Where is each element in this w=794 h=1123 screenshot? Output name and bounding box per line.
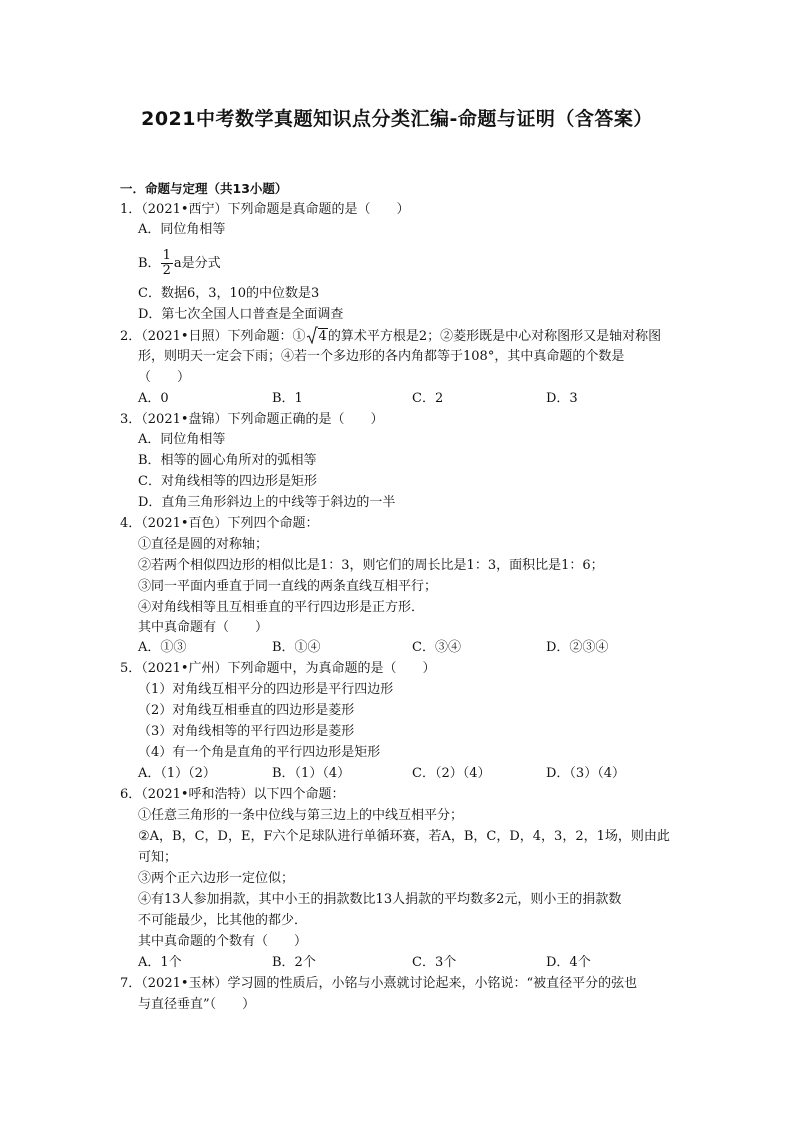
question-1-option-d: D．第七次全国人口普查是全面调查 xyxy=(138,307,344,322)
question-5-options xyxy=(138,764,678,784)
question-5-statement-3: （3）对角线相等的平行四边形是菱形 xyxy=(138,724,355,739)
section-heading: 一．命题与定理（共13小题） xyxy=(120,181,288,196)
question-4-statement-3: ③同一平面内垂直于同一直线的两条直线互相平行； xyxy=(138,579,438,594)
question-2-stem xyxy=(120,326,661,347)
question-3-option-a: A．同位角相等 xyxy=(138,432,226,447)
question-2-line-2: 形，则明天一定会下雨；④若一个多边形的各内角都等于108°，其中真命题的个数是 xyxy=(138,349,625,364)
question-5-statement-1: （1）对角线互相平分的四边形是平行四边形 xyxy=(138,682,394,697)
question-6-option-b: B．2个 xyxy=(272,955,316,970)
question-4-statement-1: ①直径是圆的对称轴； xyxy=(138,537,269,552)
question-6-statement-4: ④有13人参加捐款，其中小王的捐款数比13人捐款的平均数多2元，则小王的捐款数 xyxy=(138,892,622,907)
document-title: 2021中考数学真题知识点分类汇编-命题与证明（含答案） xyxy=(141,108,653,130)
question-1-option-a: A．同位角相等 xyxy=(138,222,226,237)
question-5-option-a: A．（1）（2） xyxy=(138,766,216,781)
question-2-line-3: （ ） xyxy=(138,370,191,385)
option-b-label: B． xyxy=(138,256,161,271)
question-3-option-b: B．相等的圆心角所对的弧相等 xyxy=(138,453,317,468)
question-4-stem: 4．（2021•百色）下列四个命题： xyxy=(120,516,319,531)
question-6-statement-4-cont: 不可能最少，比其他的都少． xyxy=(138,913,308,928)
question-6-statement-1: ①任意三角形的一条中位线与第三边上的中线互相平分； xyxy=(138,808,464,823)
question-6-option-d: D．4个 xyxy=(546,955,591,970)
fraction-numerator: 1 xyxy=(162,248,171,263)
question-3-option-d: D．直角三角形斜边上的中线等于斜边的一半 xyxy=(138,495,396,510)
fraction xyxy=(161,249,173,278)
question-3-stem: 3．（2021•盘锦）下列命题正确的是（ ） xyxy=(120,412,384,427)
question-3-option-c: C．对角线相等的四边形是矩形 xyxy=(138,474,317,489)
radicand: 4 xyxy=(318,329,327,344)
question-6-statement-3: ③两个正六边形一定位似； xyxy=(138,871,295,886)
question-5-statement-4: （4）有一个角是直角的平行四边形是矩形 xyxy=(138,745,381,760)
square-root xyxy=(306,326,328,347)
question-1-stem: 1．（2021•西宁）下列命题是真命题的是（ ） xyxy=(120,202,410,217)
question-7-stem: 7．（2021•玉林）学习圆的性质后，小铭与小熹就讨论起来，小铭说：“被直径平分的弦也 xyxy=(120,976,638,991)
question-5-option-c: C．（2）（4） xyxy=(412,766,491,781)
question-6-ask: 其中真命题的个数有（ ） xyxy=(138,934,308,949)
radical-sign-icon xyxy=(306,326,318,344)
question-6-stem: 6．（2021•呼和浩特）以下四个命题： xyxy=(120,787,345,802)
question-5-option-b: B．（1）（4） xyxy=(272,766,351,781)
question-2-option-a: A．0 xyxy=(138,391,169,406)
question-7-line-2: 与直径垂直”（ ） xyxy=(138,997,256,1012)
question-5-stem: 5．（2021•广州）下列命题中，为真命题的是（ ） xyxy=(120,661,436,676)
question-4-ask: 其中真命题有（ ） xyxy=(138,620,269,635)
question-4-statement-2: ②若两个相似四边形的相似比是1：3，则它们的周长比是1：3，面积比是1：6； xyxy=(138,558,604,573)
question-2-option-d: D．3 xyxy=(546,391,578,406)
question-6-options xyxy=(138,953,678,973)
question-1-option-b xyxy=(138,249,221,278)
question-2-option-c: C．2 xyxy=(412,391,444,406)
question-4-option-c: C．③④ xyxy=(412,640,461,655)
question-6-statement-2-cont: 可知； xyxy=(138,850,178,865)
question-2-stem-end: 的算术平方根是2；②菱形既是中心对称图形又是轴对称图 xyxy=(327,329,662,344)
question-4-options xyxy=(138,638,678,658)
option-b-text: a是分式 xyxy=(173,256,221,271)
question-6-option-a: A．1个 xyxy=(138,955,182,970)
question-2-stem-start: 2．（2021•日照）下列命题：① xyxy=(120,329,306,344)
question-4-option-d: D．②③④ xyxy=(546,640,609,655)
question-2-options xyxy=(138,389,678,409)
question-6-statement-2: ②A，B，C，D，E，F六个足球队进行单循环赛，若A，B，C，D，4，3，2，1场，则由此 xyxy=(138,829,670,844)
question-6-option-c: C．3个 xyxy=(412,955,457,970)
question-4-statement-4: ④对角线相等且互相垂直的平行四边形是正方形． xyxy=(138,600,425,615)
fraction-denominator: 2 xyxy=(162,263,171,278)
question-2-option-b: B．1 xyxy=(272,391,303,406)
question-5-option-d: D．（3）（4） xyxy=(546,766,625,781)
question-1-option-c: C．数据6，3，10的中位数是3 xyxy=(138,286,320,301)
question-5-statement-2: （2）对角线互相垂直的四边形是菱形 xyxy=(138,703,355,718)
question-4-option-a: A．①③ xyxy=(138,640,187,655)
question-4-option-b: B．①④ xyxy=(272,640,321,655)
